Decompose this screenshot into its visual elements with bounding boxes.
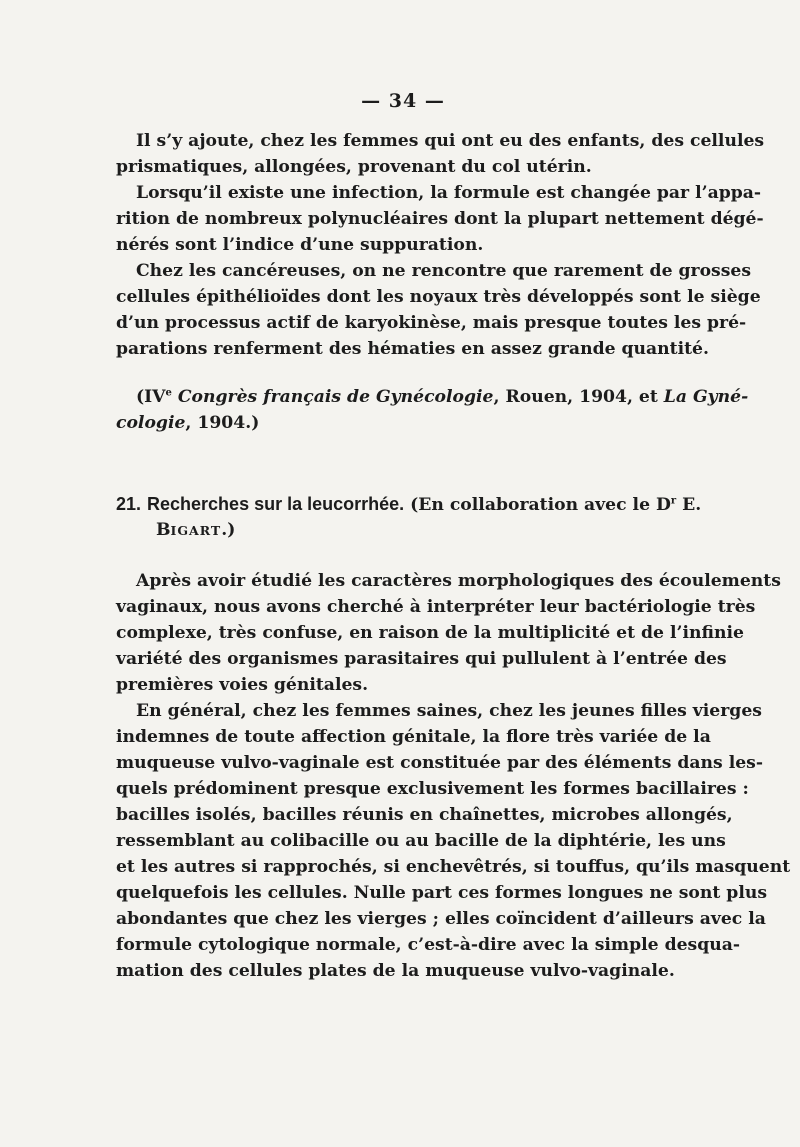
paragraph-3-line-4: parations renferment des hématies en assez grande quantité. — [116, 339, 709, 359]
paragraph-5-line-10: formule cytologique normale, c’est-à-dire avec la simple desqua- — [116, 935, 740, 955]
section-collab: (En collaboration avec le D — [410, 495, 671, 515]
author-initial: B — [156, 520, 171, 540]
paragraph-5-line-3: muqueuse vulvo-vaginale est constituée par des éléments dans les- — [116, 753, 763, 773]
page-number: — 34 — — [361, 90, 445, 112]
paragraph-5-line-2: indemnes de toute affection génitale, la flore très variée de la — [116, 727, 711, 747]
paragraph-4-line-5: premières voies génitales. — [116, 675, 369, 695]
body-text-bottom — [116, 568, 791, 984]
paragraph-3-line-3: d’un processus actif de karyokinèse, mais presque toutes les pré- — [116, 313, 747, 333]
section-heading-line-1 — [116, 491, 702, 517]
paragraph-3-line-1: Chez les cancéreuses, on ne rencontre que rarement de grosses — [136, 261, 751, 281]
paragraph-4-line-4: variété des organismes parasitaires qui pullulent à l’entrée des — [116, 649, 727, 669]
paragraph-1-line-2: prismatiques, allongées, provenant du col utérin. — [116, 157, 592, 177]
body-text-top — [116, 128, 765, 362]
section-heading — [116, 491, 702, 543]
citation-sup: e — [165, 387, 172, 399]
paragraph-5-line-1: En général, chez les femmes saines, chez les jeunes filles vierges — [136, 701, 762, 721]
citation-line-1 — [116, 384, 749, 410]
section-title: Recherches sur la leucorrhée. — [147, 494, 405, 514]
paragraph-5-line-11: mation des cellules plates de la muqueuse vulvo-vaginale. — [116, 961, 675, 981]
citation-year: , 1904.) — [185, 413, 260, 433]
paragraph-3-line-2: cellules épithélioïdes dont les noyaux très développés sont le siège — [116, 287, 761, 307]
citation-line-2 — [116, 410, 676, 436]
author-rest: IGART — [170, 523, 222, 538]
citation-middle: , Rouen, 1904, et — [493, 387, 664, 407]
citation — [116, 384, 749, 436]
paragraph-2-line-3: nérés sont l’indice d’une suppuration. — [116, 235, 484, 255]
citation-journal: La Gyné- — [663, 387, 749, 407]
paragraph-4-line-1: Après avoir étudié les caractères morphologiques des écoulements — [136, 571, 781, 591]
paragraph-1-line-1: Il s’y ajoute, chez les femmes qui ont eu des enfants, des cellules — [136, 131, 765, 151]
paragraph-4-line-2: vaginaux, nous avons cherché à interpréter leur bactériologie très — [116, 597, 756, 617]
paragraph-5-line-4: quels prédominent presque exclusivement les formes bacillaires : — [116, 779, 749, 799]
paragraph-5-line-7: et les autres si rapprochés, si enchevêtrés, si touffus, qu’ils masquent — [116, 857, 791, 877]
paragraph-5-line-5: bacilles isolés, bacilles réunis en chaînettes, microbes allongés, — [116, 805, 733, 825]
paragraph-5-line-8: quelquefois les cellules. Nulle part ces formes longues ne sont plus — [116, 883, 768, 903]
section-collab-sup: r — [670, 495, 677, 507]
section-heading-line-2 — [116, 517, 676, 543]
citation-congress: Congrès français de Gynécologie — [177, 387, 494, 407]
paragraph-4-line-3: complexe, très confuse, en raison de la multiplicité et de l’infinie — [116, 623, 744, 643]
paragraph-5-line-9: abondantes que chez les vierges ; elles coïncident d’ailleurs avec la — [116, 909, 766, 929]
author-end: .) — [221, 520, 236, 540]
citation-journal-end: cologie — [116, 413, 186, 433]
citation-open: (IV — [136, 387, 166, 407]
paragraph-2-line-2: rition de nombreux polynucléaires dont la plupart nettement dégé- — [116, 209, 764, 229]
paragraph-2-line-1: Lorsqu’il existe une infection, la formule est changée par l’appa- — [136, 183, 762, 203]
section-number: 21. — [116, 494, 142, 514]
paragraph-5-line-6: ressemblant au colibacille ou au bacille de la diphtérie, les uns — [116, 831, 726, 851]
section-collab-end: E. — [676, 495, 702, 515]
